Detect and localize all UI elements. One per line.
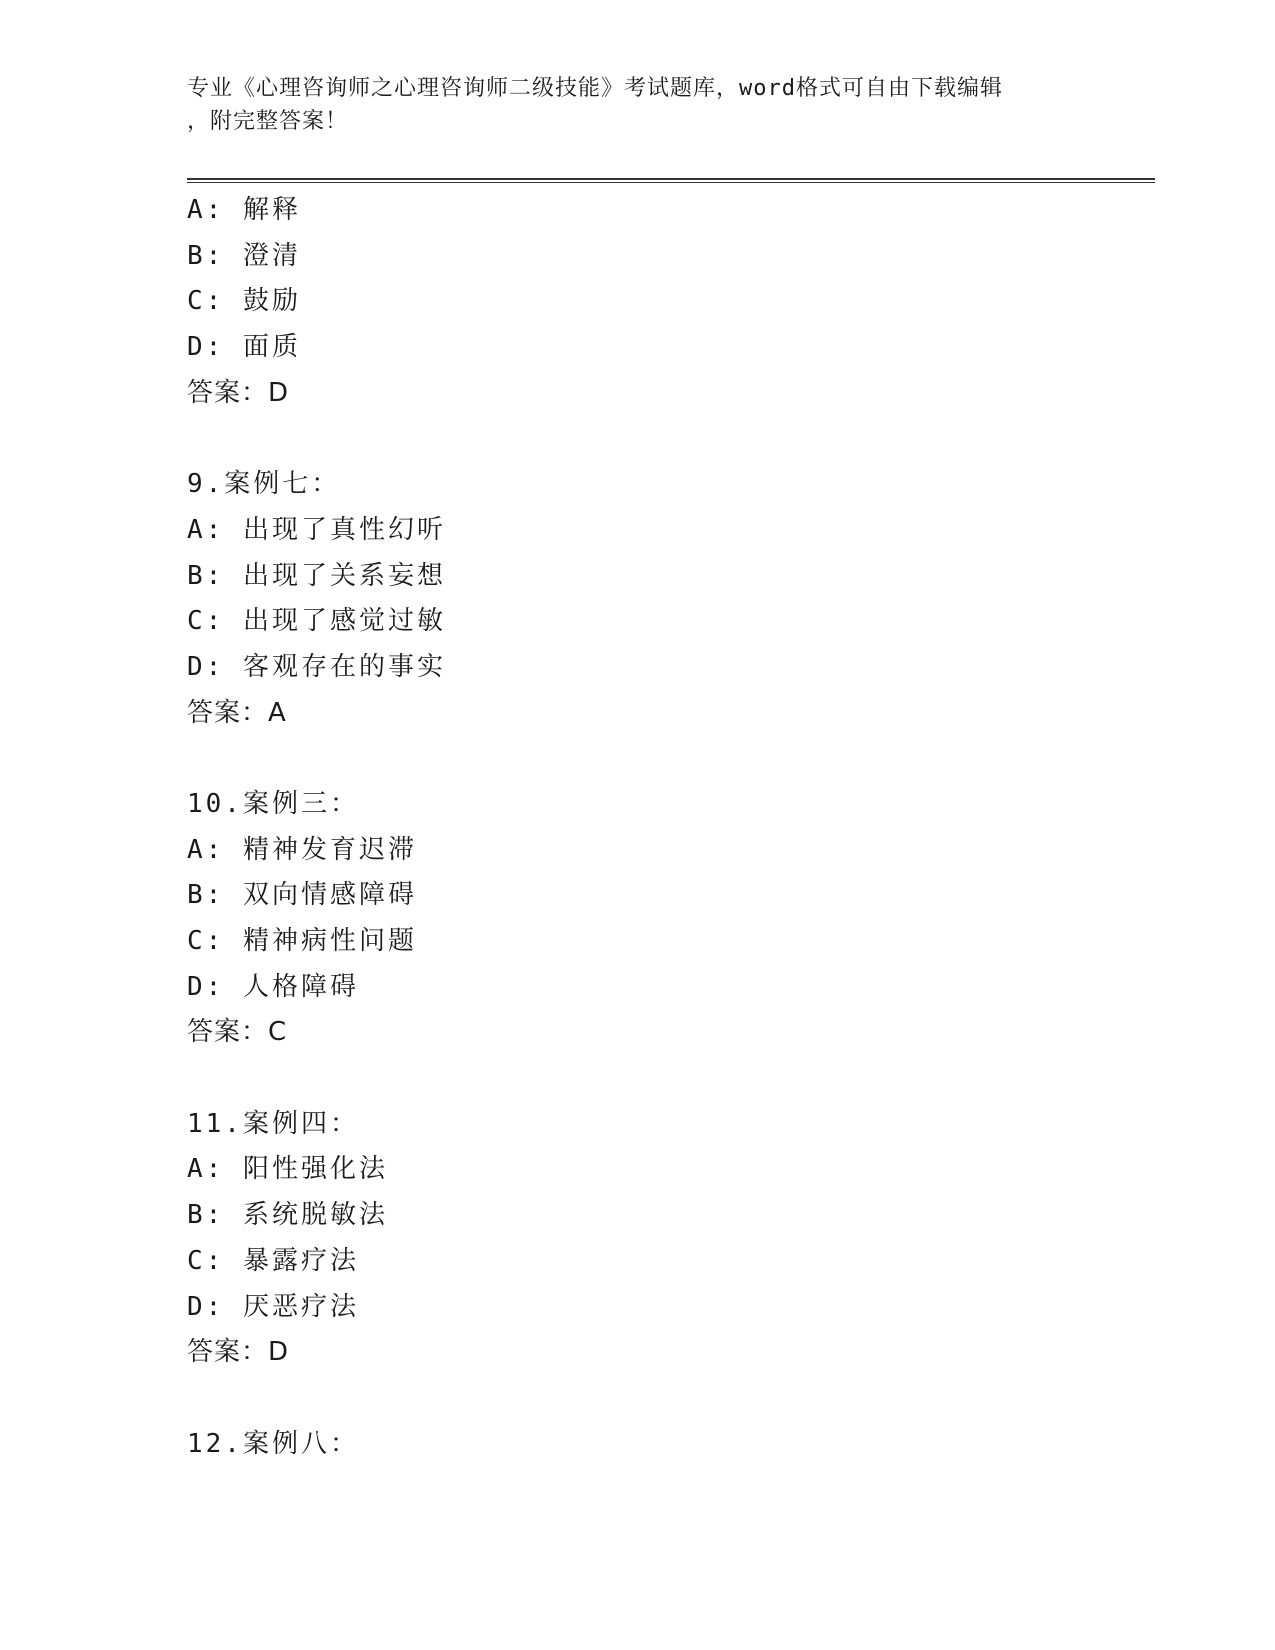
answer-line: 答案：A <box>187 697 287 728</box>
header-divider <box>187 178 1155 183</box>
spacer <box>187 1376 1147 1422</box>
option-b: B: 出现了关系妄想 <box>187 560 446 591</box>
question-12 <box>187 1422 1147 1468</box>
question-title: 10.案例三： <box>187 788 359 819</box>
option-d: D: 人格障碍 <box>187 971 359 1002</box>
answer-line: 答案：C <box>187 1017 288 1048</box>
option-b: B: 系统脱敏法 <box>187 1200 388 1231</box>
answer-line: 答案：D <box>187 377 290 408</box>
header-line-2: ，附完整答案！ <box>187 109 349 134</box>
option-b: B: 澄清 <box>187 240 301 271</box>
option-d: D: 客观存在的事实 <box>187 651 446 682</box>
spacer <box>187 736 1147 782</box>
question-title: 9.案例七： <box>187 469 341 500</box>
option-c: C: 精神病性问题 <box>187 926 417 956</box>
spacer <box>187 416 1147 462</box>
question-title: 11.案例四： <box>187 1108 359 1139</box>
option-c: C: 出现了感觉过敏 <box>187 606 446 637</box>
carryover-question <box>187 188 1147 416</box>
option-c: C: 暴露疗法 <box>187 1245 359 1276</box>
answer-line: 答案：D <box>187 1337 290 1368</box>
question-list <box>187 188 1147 1467</box>
header-line-1: 专业《心理咨询师之心理咨询师二级技能》考试题库，word格式可自由下载编辑 <box>187 76 1003 101</box>
spacer <box>187 1056 1147 1102</box>
option-a: A: 精神发育迟滞 <box>187 834 417 865</box>
option-a: A: 阳性强化法 <box>187 1154 388 1185</box>
option-a: A: 解释 <box>187 195 301 225</box>
option-a: A: 出现了真性幻听 <box>187 514 446 545</box>
question-11 <box>187 1102 1147 1376</box>
question-9 <box>187 462 1147 736</box>
question-title: 12.案例八： <box>187 1428 359 1459</box>
option-c: C: 鼓励 <box>187 286 301 317</box>
question-10 <box>187 782 1147 1056</box>
option-d: D: 厌恶疗法 <box>187 1291 359 1322</box>
option-b: B: 双向情感障碍 <box>187 880 417 911</box>
document-header <box>187 72 1087 138</box>
option-d: D: 面质 <box>187 332 301 363</box>
